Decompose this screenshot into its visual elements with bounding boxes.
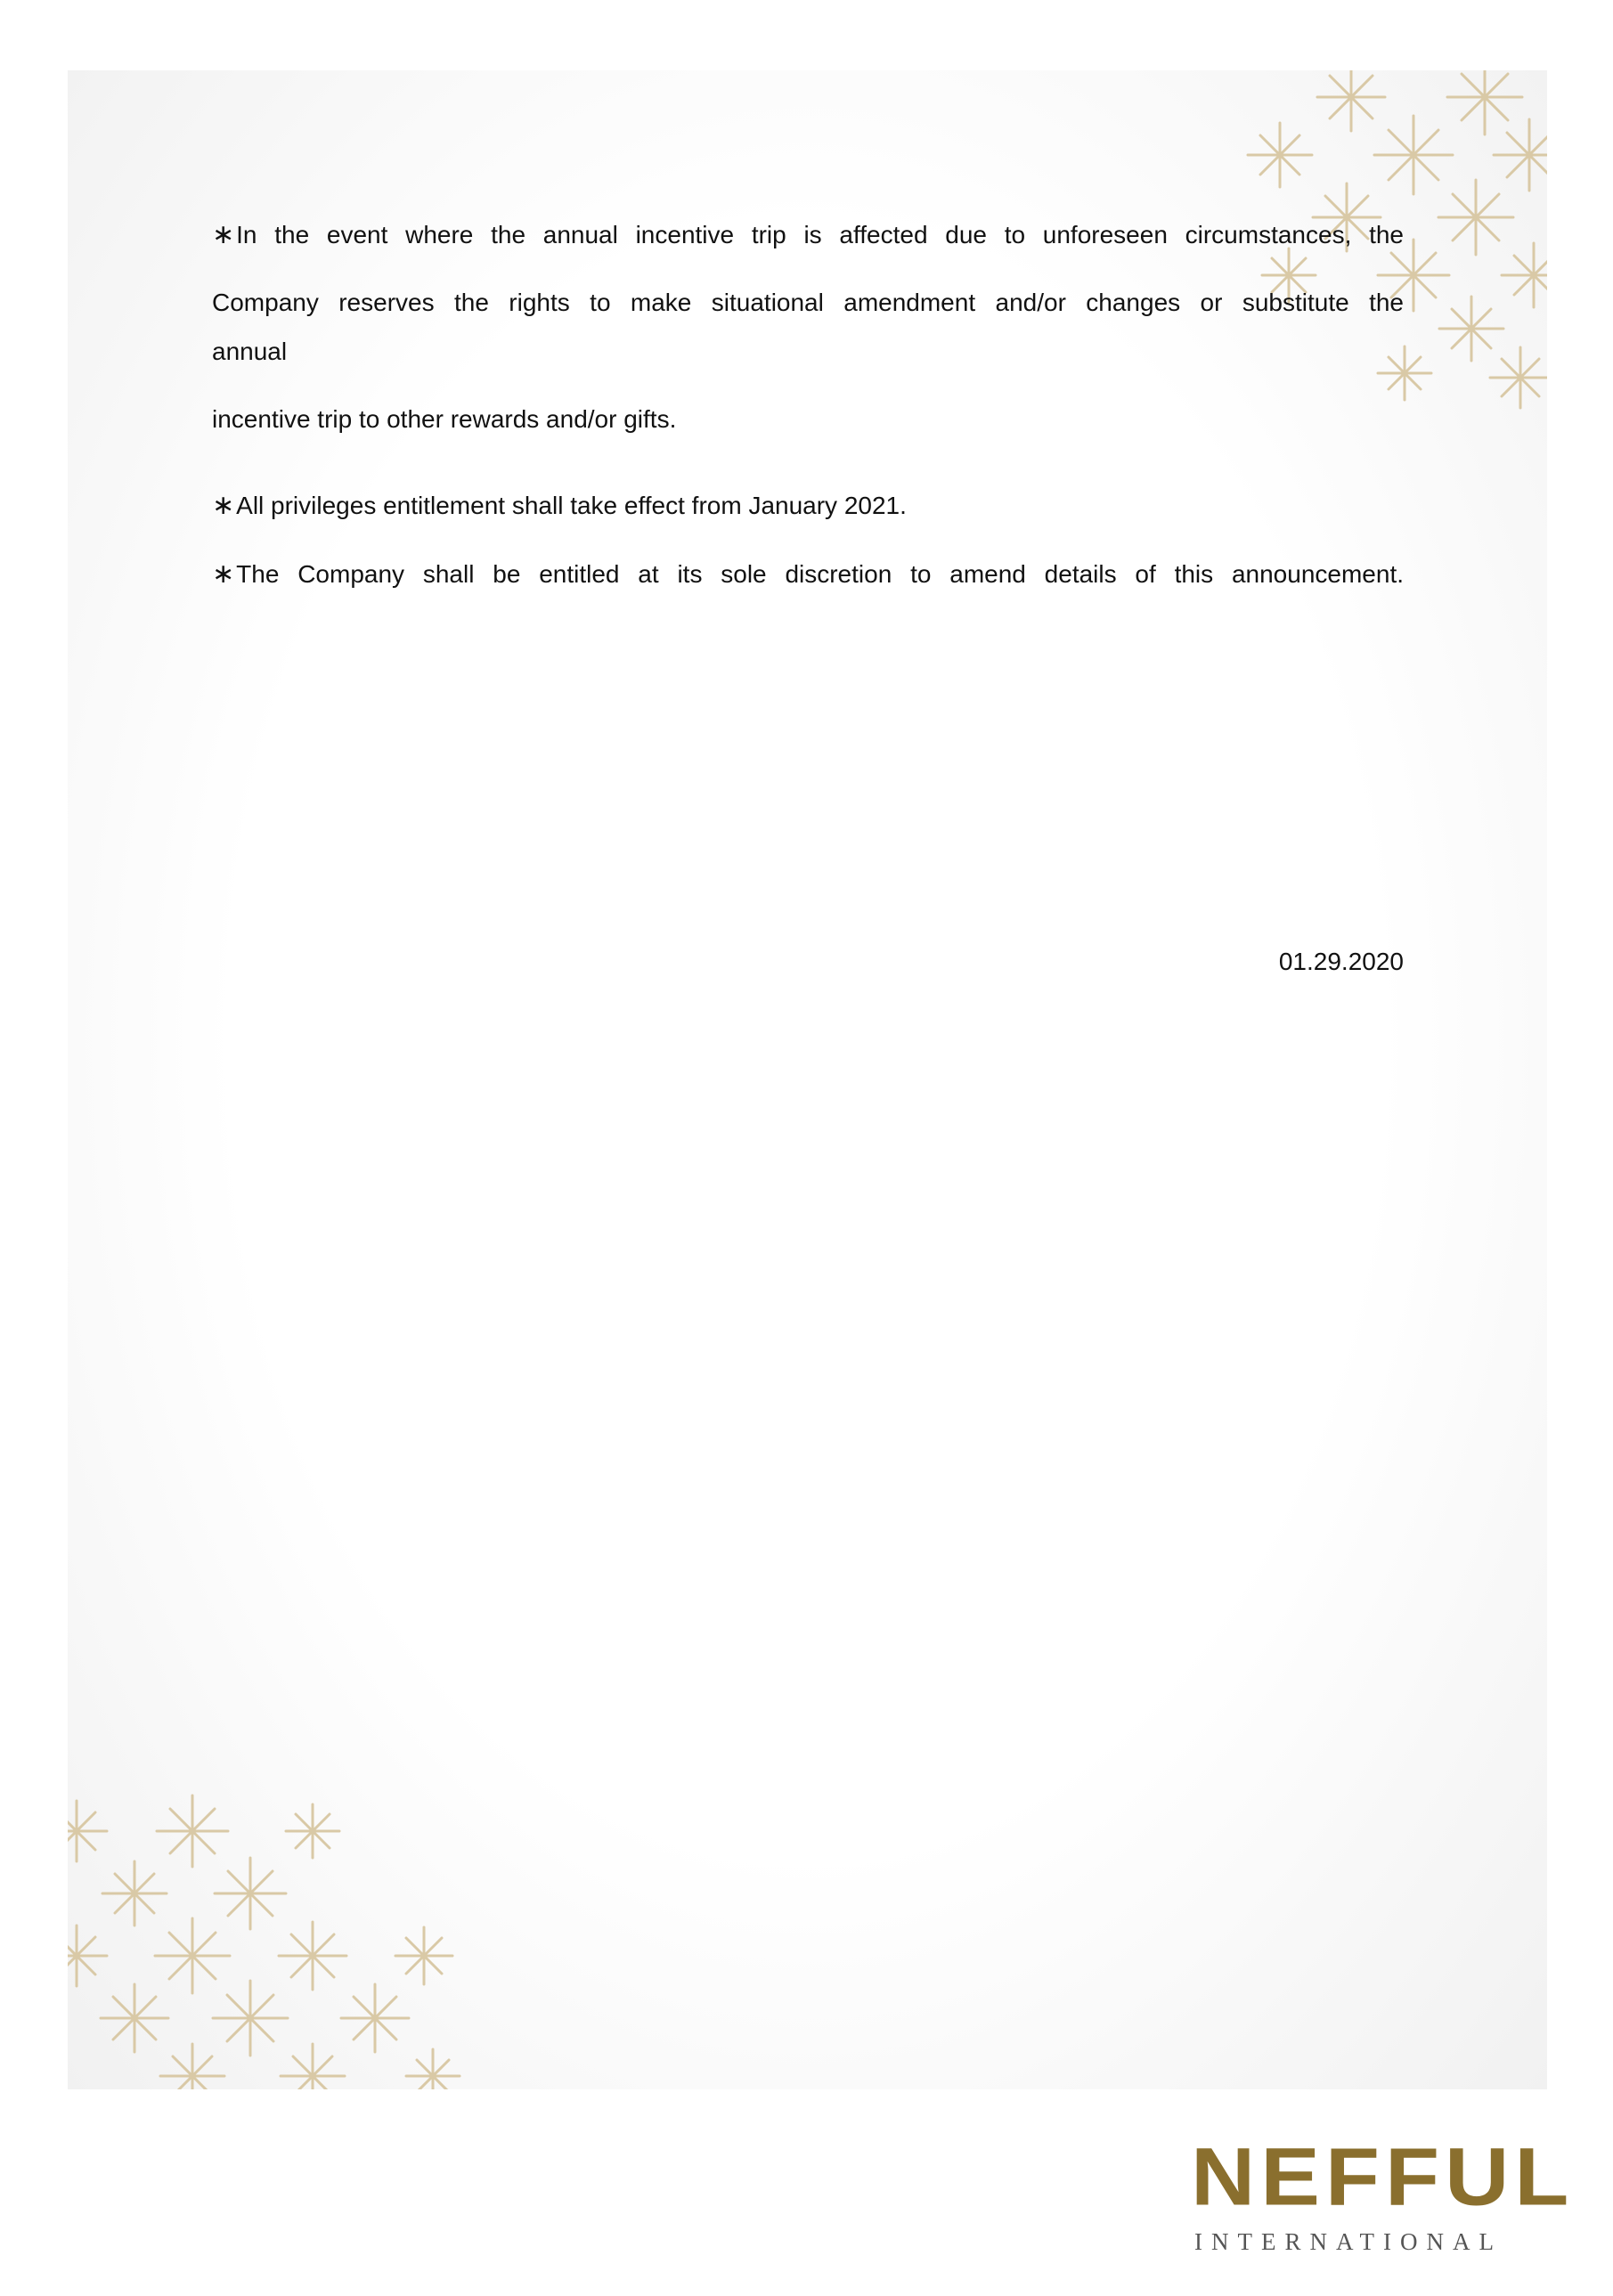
document-page [68,70,1547,2089]
document-date: 01.29.2020 [1278,948,1404,975]
paragraph-1-text-1: In the event where the annual incentive trip is affected due to unforeseen circumstances, the [236,221,1404,248]
bullet-mark: ∗ [212,220,235,249]
bullet-mark: ∗ [212,491,235,520]
paragraph-2 [212,488,1404,524]
sparkle-pattern-icon [68,1795,495,2089]
logo-subtitle: INTERNATIONAL [1194,2228,1503,2255]
nefful-logo [1191,2130,1575,2296]
bullet-mark: ∗ [212,559,235,589]
paragraph-1-line-1 [212,217,1404,253]
paragraph-1-line-4: incentive trip to other rewards and/or gifts. [212,405,677,433]
paragraph-1-line-3: annual [212,338,288,365]
paragraph-3 [212,557,1404,592]
paragraph-1-line-2: Company reserves the rights to make situational amendment and/or changes or substitute the [212,289,1404,316]
logo-name: NEFFUL [1191,2130,1575,2223]
paragraph-2-text: All privileges entitlement shall take effect from January 2021. [236,492,907,519]
paragraph-3-text: The Company shall be entitled at its sole discretion to amend details of this announcement. [236,560,1404,588]
